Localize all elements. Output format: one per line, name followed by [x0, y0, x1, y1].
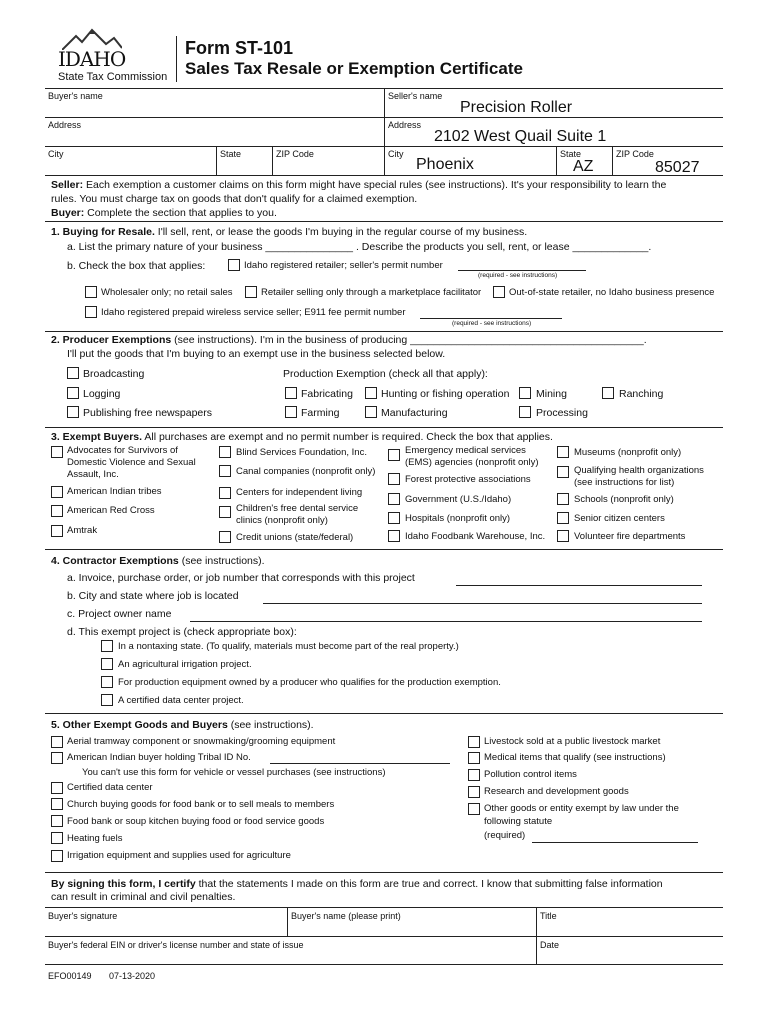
checkbox-livestock[interactable] — [468, 736, 480, 748]
checkbox-blind[interactable] — [219, 446, 231, 458]
label-ranching: Ranching — [619, 388, 664, 400]
seller-city-label: City — [388, 149, 404, 159]
checkbox-broadcasting[interactable] — [67, 367, 79, 379]
checkbox-other-goods[interactable] — [468, 803, 480, 815]
label-other-goods-2: following statute — [484, 816, 553, 827]
label-idaho-retailer: Idaho registered retailer; seller's permit number — [244, 260, 443, 271]
buyer-city-label: City — [48, 149, 64, 159]
date-label: Date — [540, 940, 560, 950]
section-1-divider — [45, 221, 723, 222]
form-number: Form ST-101 — [185, 38, 294, 58]
certification-text: By signing this form, I certify that the statements I made on this form are true and correct. I know that submitting false information — [51, 878, 663, 890]
title-field[interactable] — [540, 921, 720, 935]
label-advocates-3: Assault, Inc. — [67, 469, 119, 480]
seller-zip-value[interactable]: 85027 — [655, 159, 700, 176]
label-canal: Canal companies (nonprofit only) — [236, 466, 376, 477]
checkbox-ranching[interactable] — [602, 387, 614, 399]
checkbox-advocates[interactable] — [51, 446, 63, 458]
checkbox-production-equipment[interactable] — [101, 676, 113, 688]
label-medical: Medical items that qualify (see instructions) — [484, 752, 666, 763]
checkbox-red-cross[interactable] — [51, 505, 63, 517]
checkbox-government[interactable] — [388, 493, 400, 505]
checkbox-hunting[interactable] — [365, 387, 377, 399]
production-heading: Production Exemption (check all that apply): — [283, 368, 488, 380]
section-1-line-a: a. List the primary nature of your business _______________ . Describe the products you sell, rent, or lease _____________. — [67, 241, 652, 253]
label-irrigation-project: An agricultural irrigation project. — [118, 659, 252, 670]
label-childrens-2: clinics (nonprofit only) — [236, 515, 328, 526]
tribal-note: You can't use this form for vehicle or vessel purchases (see instructions) — [82, 767, 386, 778]
buyer-address-label: Address — [48, 120, 82, 130]
label-senior: Senior citizen centers — [574, 513, 665, 524]
checkbox-childrens[interactable] — [219, 506, 231, 518]
checkbox-tribal-id[interactable] — [51, 752, 63, 764]
section-4-line-a: a. Invoice, purchase order, or job number that corresponds with this project — [67, 572, 415, 584]
label-forest: Forest protective associations — [405, 474, 531, 485]
checkbox-amtrak[interactable] — [51, 525, 63, 537]
seller-city-value[interactable]: Phoenix — [416, 156, 474, 173]
label-hunting: Hunting or fishing operation — [381, 388, 510, 400]
section-2-heading: 2. Producer Exemptions (see instructions). I'm in the business of producing ________________________________________. — [51, 334, 647, 346]
section-5-divider — [45, 713, 723, 714]
label-foodbank: Idaho Foodbank Warehouse, Inc. — [405, 531, 546, 542]
seller-instructions: Seller: Each exemption a customer claims on this form might have special rules (see instructions). It's your responsibility to learn the — [51, 179, 667, 191]
section-1-line-b: b. Check the box that applies: — [67, 260, 206, 272]
checkbox-farming[interactable] — [285, 406, 297, 418]
label-aerial-tramway: Aerial tramway component or snowmaking/grooming equipment — [67, 736, 336, 747]
label-production-equipment: For production equipment owned by a producer who qualifies for the production exemption. — [118, 677, 501, 688]
label-wholesaler: Wholesaler only; no retail sales — [101, 287, 233, 298]
header-divider — [176, 36, 177, 82]
checkbox-certified-data-center[interactable] — [51, 782, 63, 794]
checkbox-out-of-state[interactable] — [493, 286, 505, 298]
section-2-divider — [45, 331, 723, 332]
label-qualifying-2: (see instructions for list) — [574, 477, 675, 488]
checkbox-wireless[interactable] — [85, 306, 97, 318]
label-research: Research and development goods — [484, 786, 629, 797]
buyer-state-label: State — [220, 149, 242, 159]
buyer-signature-label: Buyer's signature — [48, 911, 118, 921]
checkbox-irrigation-project[interactable] — [101, 658, 113, 670]
label-qualifying-1: Qualifying health organizations — [574, 465, 704, 476]
label-red-cross: American Red Cross — [67, 505, 155, 516]
label-amtrak: Amtrak — [67, 525, 98, 536]
certification-text-2: can result in criminal and civil penalties. — [51, 891, 236, 903]
label-irrigation-equipment: Irrigation equipment and supplies used for agriculture — [67, 850, 291, 861]
checkbox-forest[interactable] — [388, 473, 400, 485]
seller-permit-line[interactable] — [458, 270, 586, 271]
label-data-center-project: A certified data center project. — [118, 695, 244, 706]
label-childrens-1: Children's free dental service — [236, 503, 359, 514]
label-nontaxing-state: In a nontaxing state. (To qualify, materials must become part of the real property.) — [118, 641, 459, 652]
label-centers: Centers for independent living — [236, 487, 363, 498]
checkbox-heating-fuels[interactable] — [51, 832, 63, 844]
checkbox-volunteer-fire[interactable] — [557, 530, 569, 542]
seller-address-value[interactable]: 2102 West Quail Suite 1 — [434, 128, 607, 145]
buyer-signature-field[interactable] — [48, 921, 284, 935]
label-museums: Museums (nonprofit only) — [574, 447, 682, 458]
label-advocates-1: Advocates for Survivors of — [67, 445, 178, 456]
seller-instructions-2: rules. You must charge tax on goods that don't qualify for a claimed exemption. — [51, 193, 418, 205]
checkbox-qualifying-health[interactable] — [557, 466, 569, 478]
checkbox-data-center-project[interactable] — [101, 694, 113, 706]
checkbox-credit-unions[interactable] — [219, 531, 231, 543]
seller-zip-label: ZIP Code — [616, 149, 654, 159]
label-other-goods-1: Other goods or entity exempt by law under the — [484, 803, 679, 814]
label-out-of-state: Out-of-state retailer, no Idaho business presence — [509, 287, 715, 298]
signature-divider — [45, 872, 723, 873]
checkbox-food-bank[interactable] — [51, 815, 63, 827]
buyer-instructions: Buyer: Complete the section that applies to you. — [51, 207, 277, 219]
label-advocates-2: Domestic Violence and Sexual — [67, 457, 196, 468]
section-4-line-c: c. Project owner name — [67, 608, 172, 620]
checkbox-medical[interactable] — [468, 752, 480, 764]
section-4-line-b: b. City and state where job is located — [67, 590, 239, 602]
checkbox-senior[interactable] — [557, 512, 569, 524]
buyer-ein-field[interactable] — [48, 950, 533, 963]
checkbox-museums[interactable] — [557, 446, 569, 458]
buyer-print-name-label: Buyer's name (please print) — [291, 911, 401, 921]
checkbox-marketplace[interactable] — [245, 286, 257, 298]
checkbox-idaho-retailer[interactable] — [228, 259, 240, 271]
checkbox-schools[interactable] — [557, 493, 569, 505]
seller-address-label: Address — [388, 120, 422, 130]
checkbox-mining[interactable] — [519, 387, 531, 399]
seller-name-label: Seller's name — [388, 91, 443, 101]
form-date: 07-13-2020 — [109, 971, 156, 981]
label-publishing: Publishing free newspapers — [83, 407, 212, 419]
seller-state-label: State — [560, 149, 582, 159]
statute-line[interactable] — [532, 842, 698, 843]
label-schools: Schools (nonprofit only) — [574, 494, 674, 505]
buyer-print-name-field[interactable] — [291, 921, 533, 935]
date-field[interactable] — [540, 950, 720, 963]
label-livestock: Livestock sold at a public livestock market — [484, 736, 661, 747]
label-pollution: Pollution control items — [484, 769, 577, 780]
checkbox-nontaxing-state[interactable] — [101, 640, 113, 652]
form-code: EFO00149 — [48, 971, 92, 981]
job-location-line[interactable] — [263, 603, 702, 604]
label-wireless: Idaho registered prepaid wireless service seller; E911 fee permit number — [101, 307, 406, 318]
checkbox-ems[interactable] — [388, 449, 400, 461]
seller-name-value[interactable]: Precision Roller — [460, 99, 573, 116]
project-owner-line[interactable] — [190, 621, 702, 622]
label-heating-fuels: Heating fuels — [67, 833, 123, 844]
checkbox-research[interactable] — [468, 786, 480, 798]
checkbox-foodbank[interactable] — [388, 530, 400, 542]
checkbox-manufacturing[interactable] — [365, 406, 377, 418]
label-logging: Logging — [83, 388, 121, 400]
seller-state-value[interactable]: AZ — [573, 158, 594, 175]
label-certified-data-center: Certified data center — [67, 782, 153, 793]
e911-permit-line[interactable] — [420, 318, 562, 319]
checkbox-publishing[interactable] — [67, 406, 79, 418]
required-note-2: (required - see instructions) — [452, 320, 532, 327]
checkbox-aerial-tramway[interactable] — [51, 736, 63, 748]
job-number-line[interactable] — [456, 585, 702, 586]
label-ems-1: Emergency medical services — [405, 445, 526, 456]
logo-text: IDAHO — [58, 47, 126, 71]
section-4-line-d: d. This exempt project is (check appropriate box): — [67, 626, 297, 638]
section-3-heading: 3. Exempt Buyers. All purchases are exempt and no permit number is required. Check the box that applies. — [51, 431, 553, 443]
label-church: Church buying goods for food bank or to sell meals to members — [67, 799, 335, 810]
label-american-indian: American Indian tribes — [67, 486, 162, 497]
logo-subtitle: State Tax Commission — [58, 71, 168, 83]
label-broadcasting: Broadcasting — [83, 368, 145, 380]
label-ems-2: (EMS) agencies (nonprofit only) — [405, 457, 539, 468]
checkbox-pollution[interactable] — [468, 769, 480, 781]
title-label: Title — [540, 911, 557, 921]
label-food-bank: Food bank or soup kitchen buying food or food service goods — [67, 816, 325, 827]
checkbox-irrigation-equipment[interactable] — [51, 850, 63, 862]
label-hospitals: Hospitals (nonprofit only) — [405, 513, 511, 524]
label-marketplace: Retailer selling only through a marketplace facilitator — [261, 287, 482, 298]
form-title: Sales Tax Resale or Exemption Certificate — [185, 59, 523, 78]
required-note-1: (required - see instructions) — [478, 272, 558, 279]
buyer-ein-label: Buyer's federal EIN or driver's license number and state of issue — [48, 940, 304, 950]
label-processing: Processing — [536, 407, 588, 419]
section-3-divider — [45, 427, 723, 428]
checkbox-american-indian[interactable] — [51, 486, 63, 498]
buyer-zip-label: ZIP Code — [276, 149, 314, 159]
buyer-name-label: Buyer's name — [48, 91, 103, 101]
checkbox-logging[interactable] — [67, 387, 79, 399]
label-fabricating: Fabricating — [301, 388, 353, 400]
section-2-line-2: I'll put the goods that I'm buying to an exempt use in the business selected below. — [67, 348, 446, 360]
label-farming: Farming — [301, 407, 340, 419]
checkbox-wholesaler[interactable] — [85, 286, 97, 298]
label-credit-unions: Credit unions (state/federal) — [236, 532, 354, 543]
checkbox-centers[interactable] — [219, 487, 231, 499]
section-4-divider — [45, 549, 723, 550]
label-government: Government (U.S./Idaho) — [405, 494, 512, 505]
section-5-heading: 5. Other Exempt Goods and Buyers (see instructions). — [51, 719, 314, 731]
label-blind: Blind Services Foundation, Inc. — [236, 447, 367, 458]
checkbox-canal[interactable] — [219, 465, 231, 477]
checkbox-processing[interactable] — [519, 406, 531, 418]
label-tribal-id: American Indian buyer holding Tribal ID No. — [67, 752, 251, 763]
tribal-id-line[interactable] — [270, 763, 450, 764]
checkbox-hospitals[interactable] — [388, 512, 400, 524]
section-1-heading: 1. Buying for Resale. I'll sell, rent, or lease the goods I'm buying in the regular course of my business. — [51, 226, 528, 238]
label-other-goods-3: (required) — [484, 830, 526, 841]
label-mining: Mining — [536, 388, 567, 400]
checkbox-church[interactable] — [51, 798, 63, 810]
section-4-heading: 4. Contractor Exemptions (see instructions). — [51, 555, 265, 567]
label-volunteer-fire: Volunteer fire departments — [574, 531, 686, 542]
label-manufacturing: Manufacturing — [381, 407, 448, 419]
checkbox-fabricating[interactable] — [285, 387, 297, 399]
